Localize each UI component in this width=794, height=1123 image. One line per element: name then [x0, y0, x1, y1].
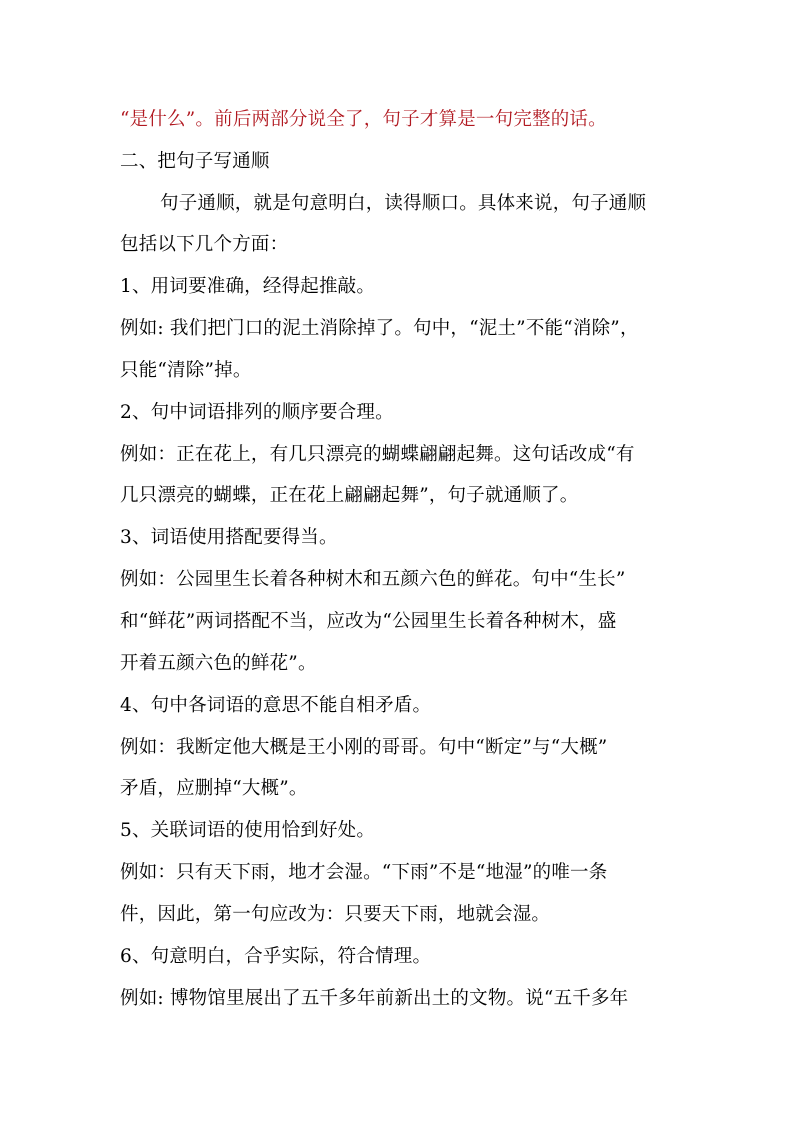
point-heading-6: 6、句意明白，合乎实际，符合情理。 [120, 946, 432, 967]
example-line: 只能“清除”掉。 [120, 360, 252, 381]
example-line: 件，因此，第一句应改为：只要天下雨，地就会湿。 [120, 904, 551, 925]
example-line: 例如：正在花上，有几只漂亮的蝴蝶翩翩起舞。这句话改成“有 [120, 444, 635, 465]
example-line: 例如：我断定他大概是王小刚的哥哥。句中“断定”与“大概” [120, 737, 608, 758]
example-line: 例如：公园里生长着各种树木和五颜六色的鲜花。句中“生长” [120, 569, 626, 590]
point-heading-1: 1、用词要准确，经得起推敲。 [120, 276, 376, 297]
section-heading: 二、把句子写通顺 [120, 151, 270, 172]
example-line: 开着五颜六色的鲜花”。 [120, 653, 317, 674]
paragraph-line: 句子通顺，就是句意明白，读得顺口。具体来说，句子通顺 [160, 193, 647, 214]
point-heading-3: 3、词语使用搭配要得当。 [120, 527, 338, 548]
point-heading-5: 5、关联词语的使用恰到好处。 [120, 820, 376, 841]
paragraph-line: 包括以下几个方面： [120, 234, 289, 255]
example-line: 几只漂亮的蝴蝶，正在花上翩翩起舞”，句子就通顺了。 [120, 485, 579, 506]
example-line: 例如: 博物馆里展出了五千多年前新出土的文物。说“五千多年 [120, 988, 629, 1009]
example-line: 例如：只有天下雨，地才会湿。“下雨”不是“地湿”的唯一条 [120, 862, 608, 883]
example-line: 例如: 我们把门口的泥土消除掉了。句中，“泥土”不能“消除”， [120, 318, 639, 339]
example-line: 矛盾，应删掉“大概”。 [120, 778, 308, 799]
point-heading-2: 2、句中词语排列的顺序要合理。 [120, 402, 394, 423]
example-line: 和“鲜花”两词搭配不当，应改为“公园里生长着各种树木，盛 [120, 611, 617, 632]
continuation-sentence: “是什么”。前后两部分说全了，句子才算是一句完整的话。 [120, 109, 607, 130]
point-heading-4: 4、句中各词语的意思不能自相矛盾。 [120, 695, 432, 716]
